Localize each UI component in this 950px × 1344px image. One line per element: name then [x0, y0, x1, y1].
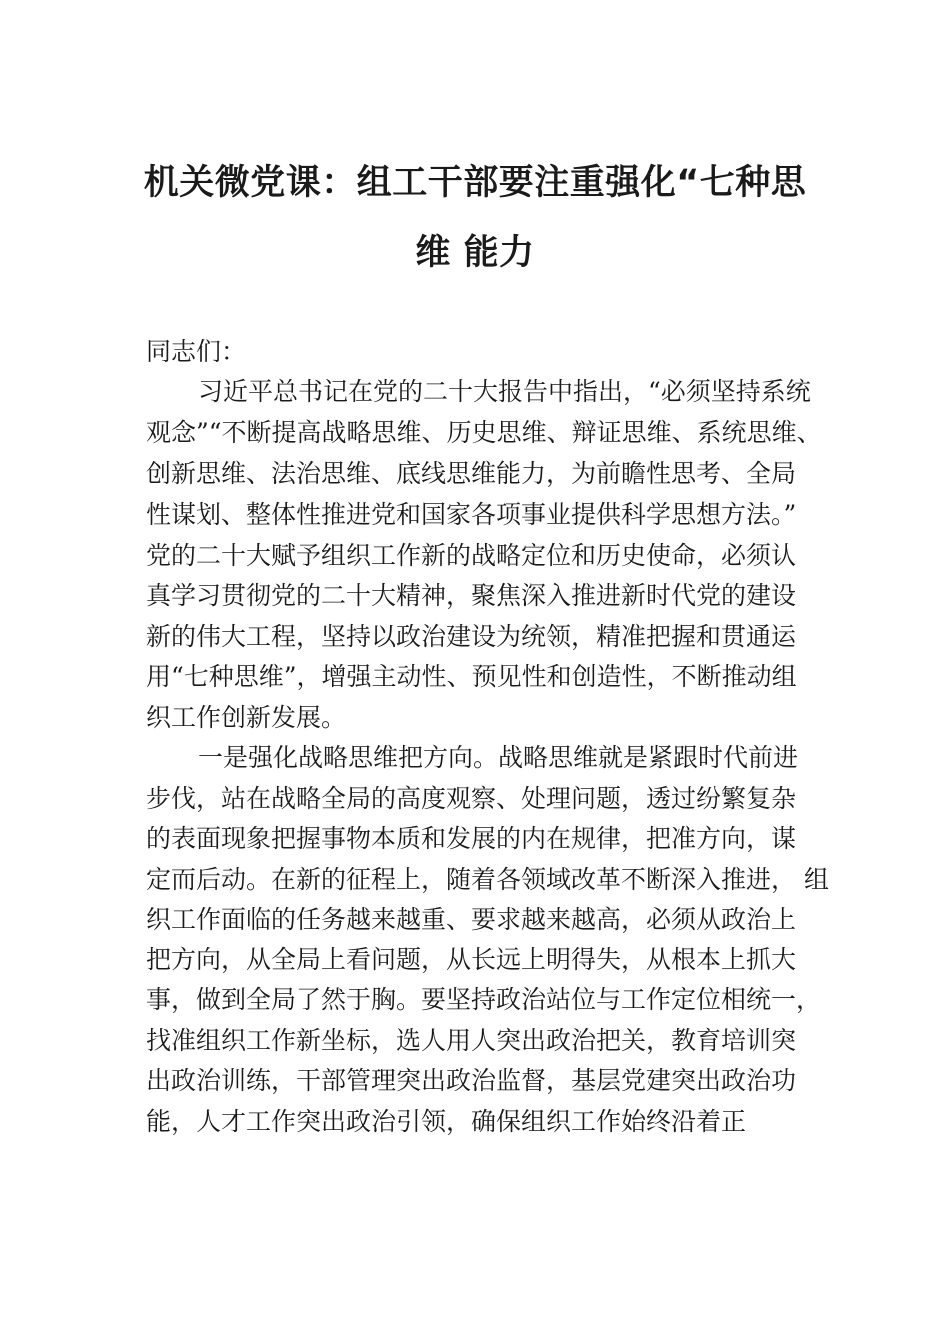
body-line: 用“七种思维”，增强主动性、预见性和创造性，不断推动组: [146, 662, 797, 691]
body-line: 事，做到全局了然于胸。要坚持政治站位与工作定位相统一，: [146, 985, 822, 1014]
body-line: 找准组织工作新坐标，选人用人突出政治把关，教育培训突: [146, 1026, 797, 1055]
body-line: 一是强化战略思维把方向。战略思维就是紧跟时代前进: [198, 743, 799, 772]
body-line: 步伐，站在战略全局的高度观察、处理问题，透过纷繁复杂: [146, 784, 797, 813]
body-line: 定而后动。在新的征程上，随着各领域改革不断深入推进， 组: [146, 865, 829, 894]
title-line-2: 维 能力: [415, 233, 535, 273]
body-line: 把方向，从全局上看问题，从长远上明得失，从根本上抓大: [146, 945, 797, 974]
body-line: 新的伟大工程，坚持以政治建设为统领，精准把握和贯通运: [146, 622, 797, 651]
salutation: 同志们：: [146, 337, 247, 366]
body-line: 真学习贯彻党的二十大精神，聚焦深入推进新时代党的建设: [146, 581, 797, 610]
body-line: 能，人才工作突出政治引领，确保组织工作始终沿着正: [146, 1107, 747, 1136]
body-line: 党的二十大赋予组织工作新的战略定位和历史使命，必须认: [146, 541, 797, 570]
body-line: 观念”“不断提高战略思维、历史思维、辩证思维、系统思维、: [146, 418, 822, 447]
body-line: 习近平总书记在党的二十大报告中指出，“必须坚持系统: [198, 377, 811, 406]
body-line: 的表面现象把握事物本质和发展的内在规律，把准方向，谋: [146, 824, 797, 853]
body-line: 创新思维、法治思维、底线思维能力，为前瞻性思考、全局: [146, 459, 797, 488]
title-line-1: 机关微党课：组工干部要注重强化“七种思: [143, 163, 807, 203]
body-line: 织工作创新发展。: [146, 703, 347, 732]
body-line: 出政治训练，干部管理突出政治监督，基层党建突出政治功: [146, 1066, 797, 1095]
body-line: 织工作面临的任务越来越重、要求越来越高，必须从政治上: [146, 905, 797, 934]
body-line: 性谋划、整体性推进党和国家各项事业提供科学思想方法。”: [146, 500, 797, 529]
